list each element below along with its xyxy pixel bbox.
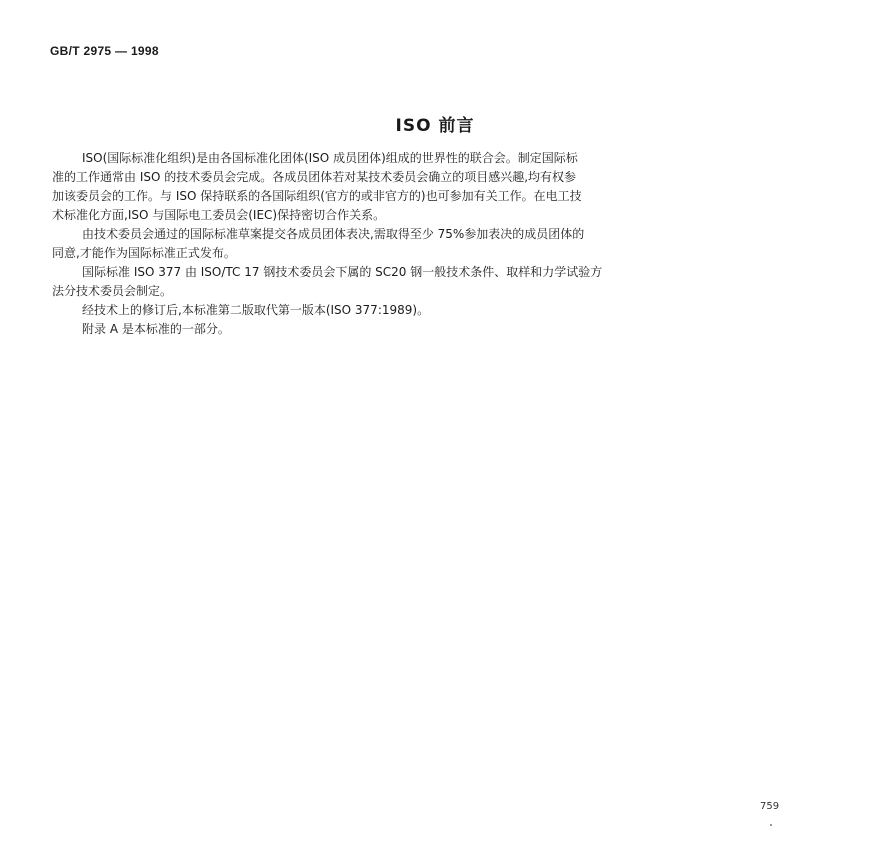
paragraph-1-line-1: ISO(国际标准化组织)是由各国标准化团体(ISO 成员团体)组成的世界性的联合会。制定国际标	[82, 151, 578, 165]
paragraph-2-line-2: 同意,才能作为国际标准正式发布。	[52, 246, 236, 260]
scan-speck	[770, 824, 772, 826]
preface-body	[52, 149, 822, 339]
standard-code: GB/T 2975 — 1998	[50, 44, 159, 58]
paragraph-1-line-2: 准的工作通常由 ISO 的技术委员会完成。各成员团体若对某技术委员会确立的项目感兴趣,均有权参	[52, 170, 577, 184]
paragraph-3-line-2: 法分技术委员会制定。	[52, 284, 173, 298]
paragraph-2-line-1: 由技术委员会通过的国际标准草案提交各成员团体表决,需取得至少 75%参加表决的成员团体的	[82, 227, 585, 241]
paragraph-4-line-1: 经技术上的修订后,本标准第二版取代第一版本(ISO 377:1989)。	[82, 303, 430, 317]
paragraph-1-line-3: 加该委员会的工作。与 ISO 保持联系的各国际组织(官方的或非官方的)也可参加有关工作。在电工技	[52, 189, 582, 203]
paragraph-5-line-1: 附录 A 是本标准的一部分。	[82, 322, 230, 336]
paragraph-1-line-4: 术标准化方面,ISO 与国际电工委员会(IEC)保持密切合作关系。	[52, 208, 386, 222]
section-title: ISO 前言	[395, 116, 475, 136]
paragraph-3-line-1: 国际标准 ISO 377 由 ISO/TC 17 钢技术委员会下属的 SC20 钢一般技术条件、取样和力学试验方	[82, 265, 603, 279]
page-number: 759	[760, 801, 780, 812]
